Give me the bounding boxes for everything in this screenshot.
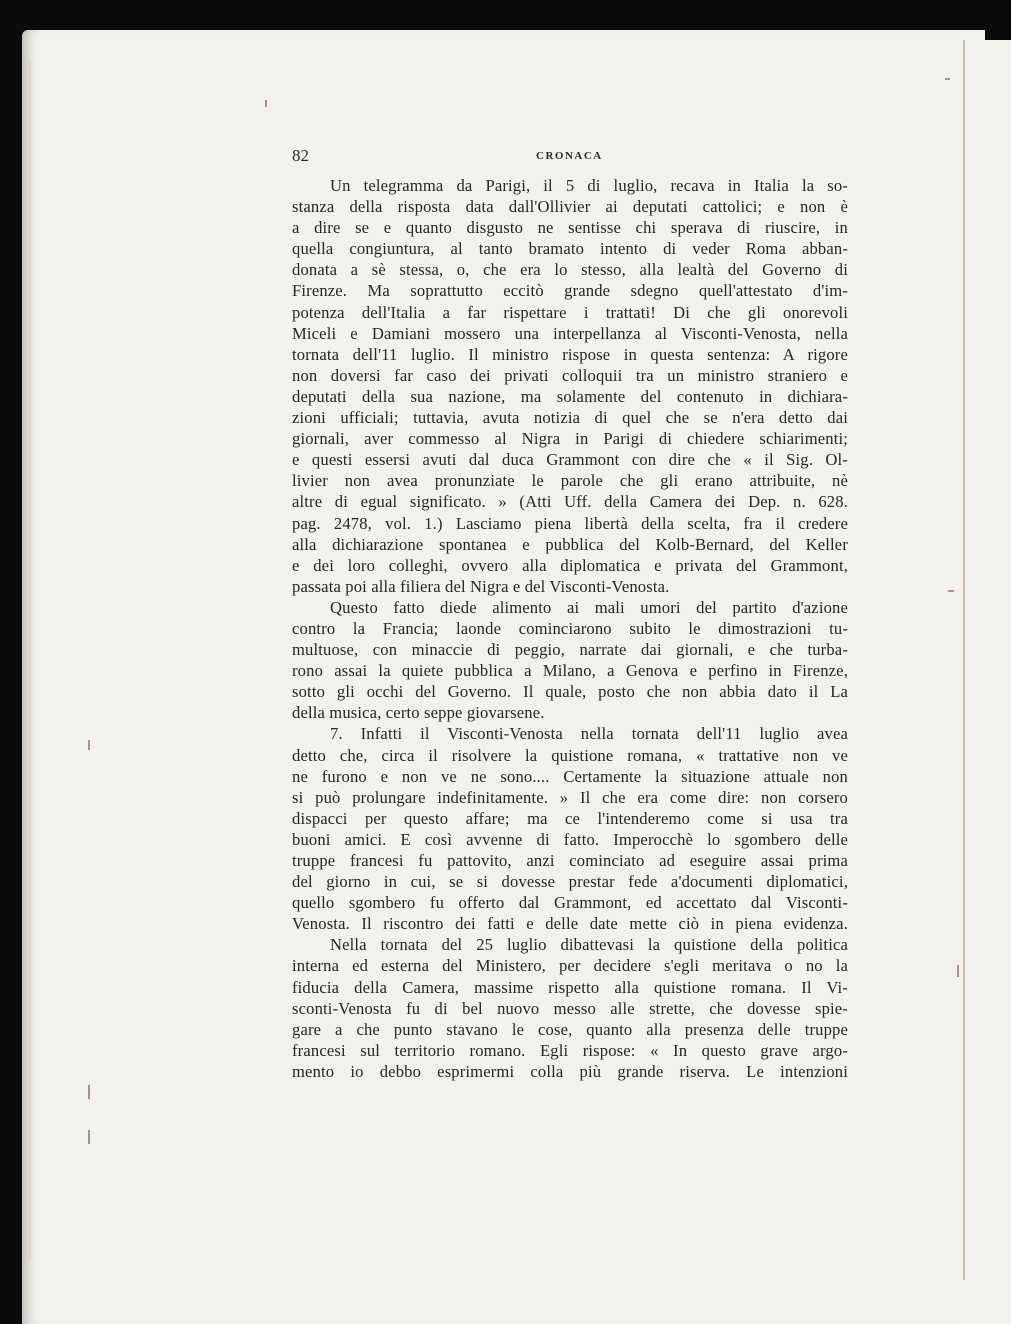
text-line: detto che, circa il risolvere la quistione romana, « trattative non ve xyxy=(292,745,848,765)
scan-speck xyxy=(88,1085,90,1099)
text-line: tornata dell'11 luglio. Il ministro rispose in questa sentenza: A rigore xyxy=(292,344,848,364)
scan-speck xyxy=(265,100,267,107)
text-line: francesi sul territorio romano. Egli rispose: « In questo grave argo- xyxy=(292,1040,848,1060)
text-line: dispacci per questo affare; ma ce l'intenderemo come si usa tra xyxy=(292,808,848,828)
scan-speck xyxy=(957,965,959,977)
text-line: passata poi alla filiera del Nigra e del Visconti-Venosta. xyxy=(292,576,670,596)
page-number: 82 xyxy=(292,146,309,165)
text-line: quella congiuntura, al tanto bramato intento di veder Roma abban- xyxy=(292,239,848,259)
text-line: deputati della sua nazione, ma solamente del contenuto in dichiara- xyxy=(292,386,848,406)
scan-speck xyxy=(88,740,90,750)
running-head: CRONACA xyxy=(536,150,603,162)
text-line: gare a che punto stavano le cose, quanto alla presenza delle truppe xyxy=(292,1019,848,1039)
text-line: quello sgombero fu offerto dal Grammont, ed accettato dal Visconti- xyxy=(292,893,848,913)
text-line: Questo fatto diede alimento ai mali umori del partito d'azione xyxy=(330,597,848,617)
text-line: Miceli e Damiani mossero una interpellanza al Visconti-Venosta, nella xyxy=(292,323,848,343)
text-line: stanza della risposta data dall'Ollivier ai deputati cattolici; e non è xyxy=(292,197,848,217)
text-line: sconti-Venosta fu di bel nuovo messo alle strette, che dovesse spie- xyxy=(292,998,848,1018)
page-edge xyxy=(28,60,31,1260)
text-line: e questi essersi avuti dal duca Grammont con dire che « il Sig. Ol- xyxy=(292,450,848,470)
text-line: truppe francesi fu pattovito, anzi cominciato ad eseguire assai prima xyxy=(292,851,848,870)
text-line: giornali, aver commesso al Nigra in Parigi di chiedere schiarimenti; xyxy=(292,429,848,449)
text-line: ne furono e non ve ne sono.... Certamente la situazione attuale non xyxy=(292,766,848,786)
text-line: mento io debbo esprimermi colla più grande riserva. Le intenzioni xyxy=(292,1061,848,1081)
text-line: contro la Francia; laonde cominciarono subito le dimostrazioni tu- xyxy=(292,618,848,638)
text-line: sotto gli occhi del Governo. Il quale, posto che non abbia dato il La xyxy=(292,682,848,702)
text-line: non doversi far caso dei privati colloquii tra un ministro straniero e xyxy=(292,365,848,385)
scan-speck xyxy=(948,590,954,592)
scan-border xyxy=(985,0,1011,40)
text-line: potenza dell'Italia a far rispettare i trattati! Di che gli onorevoli xyxy=(292,302,848,322)
text-line: livier non avea pronunziate le parole che gli erano attribuite, nè xyxy=(292,471,848,491)
scan-speck xyxy=(88,1130,90,1144)
text-line: della musica, certo seppe giovarsene. xyxy=(292,703,545,723)
text-line: altre di egual significato. » (Atti Uff. della Camera dei Dep. n. 628. xyxy=(292,492,848,512)
text-line: rono assai la quiete pubblica a Milano, a Genova e perfino in Firenze, xyxy=(292,661,848,681)
text-line: alla dichiarazione spontanea e pubblica del Kolb-Bernard, del Keller xyxy=(292,534,848,554)
text-line: 7. Infatti il Visconti-Venosta nella tornata dell'11 luglio avea xyxy=(330,724,848,744)
text-line: buoni amici. E così avvenne di fatto. Imperocchè lo sgombero delle xyxy=(292,829,848,849)
scan-speck xyxy=(945,78,950,80)
text-line: a dire se e quanto disgusto ne sentisse chi sperava di riuscire, in xyxy=(292,218,848,238)
text-line: interna ed esterna del Ministero, per decidere s'egli meritava o no la xyxy=(292,956,848,976)
text-line: fiducia della Camera, massime rispetto alla quistione romana. Il Vi- xyxy=(292,977,848,997)
text-line: si può prolungare indefinitamente. » Il che era come dire: non corsero xyxy=(292,787,848,807)
facing-page-edge xyxy=(957,30,1011,1324)
text-line: Venosta. Il riscontro dei fatti e delle date mette ciò in piena evidenza. xyxy=(292,914,848,934)
text-line: Nella tornata del 25 luglio dibattevasi la quistione della politica xyxy=(330,935,848,955)
text-line: Un telegramma da Parigi, il 5 di luglio, recava in Italia la so- xyxy=(330,176,848,195)
text-line: pag. 2478, vol. 1.) Lasciamo piena libertà della scelta, fra il credere xyxy=(292,513,848,533)
page-header xyxy=(292,146,852,168)
text-line: Firenze. Ma soprattutto eccitò grande sdegno quell'attestato d'im- xyxy=(292,281,848,301)
body-text xyxy=(292,175,848,1082)
text-line: multuose, con minaccie di peggio, narrate dai giornali, e che turba- xyxy=(292,640,848,660)
text-line: zioni ufficiali; tuttavia, avuta notizia di quel che se n'era detto dai xyxy=(292,408,848,428)
text-line: del giorno in cui, se si dovesse prestar fede a'documenti diplomatici, xyxy=(292,872,848,892)
gutter-line xyxy=(963,40,965,1280)
text-line: donata a sè stessa, o, che era lo stesso, alla lealtà del Governo di xyxy=(292,260,848,280)
text-line: e dei loro colleghi, ovvero alla diplomatica e privata del Grammont, xyxy=(292,555,848,575)
